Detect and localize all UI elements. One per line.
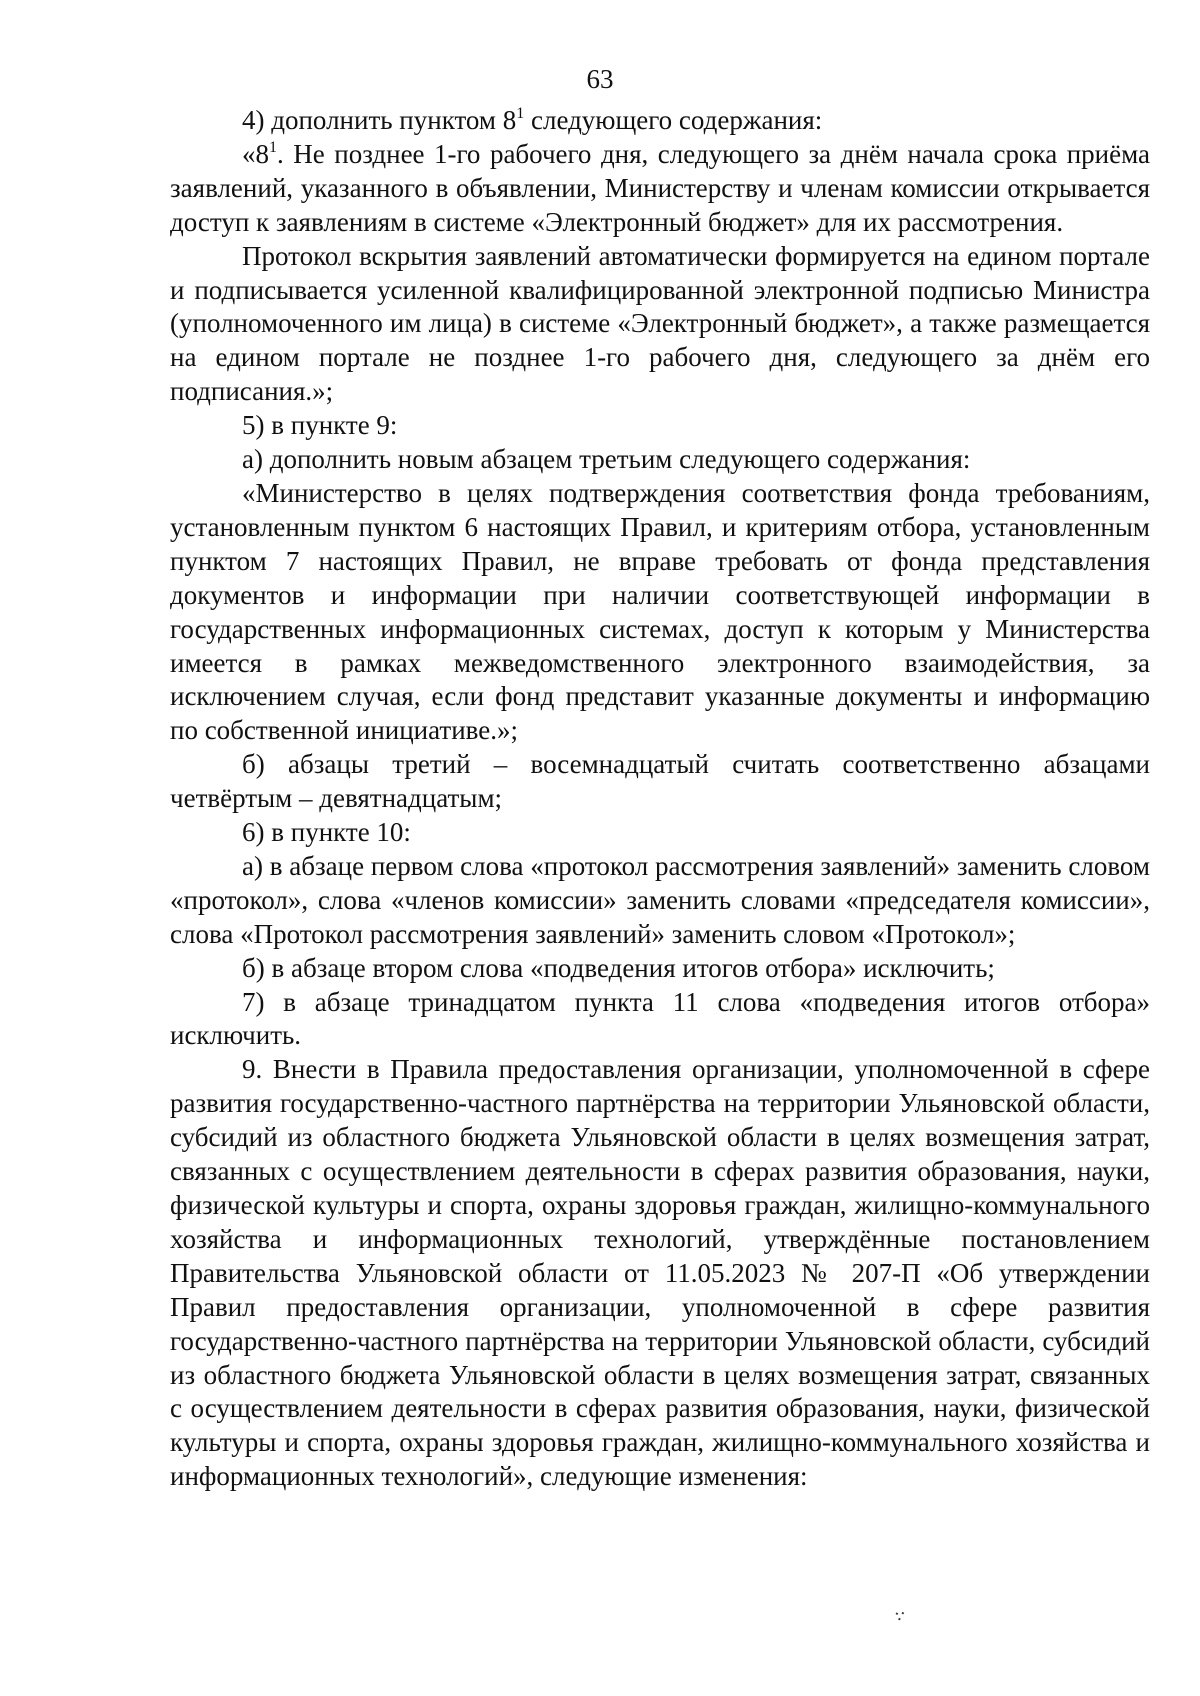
superscript-index: 1 [516, 105, 525, 122]
paragraph-item-5a: а) дополнить новым абзацем третьим следующего содержания: [242, 444, 971, 475]
paragraph-item-4: 4) дополнить пунктом $8^1$ следующего содержания: [242, 105, 823, 135]
paragraph-item-6b: б) в абзаце втором слова «подведения итогов отбора» исключить; [242, 952, 995, 983]
page-number: 63 [586, 64, 614, 94]
paragraph-item-6: 6) в пункте 10: [242, 817, 411, 848]
ministry-quote-paragraph: «Министерство в целях подтверждения соответствия фонда требованиям, установленным пунктом 6 настоящих Правил, и критериям отбора, установленным пунктом 7 настоящих Правил, не вправе требовать от фонда представления документов и информации при наличии соответствующей информации в государственных информационных системах, доступ к которым у Министерства имеется в рамках межведомственного электронного взаимодействия, за исключением случая, если фонд представит указанные документы и информацию по собственной инициативе.»; [170, 477, 1150, 746]
document-body [170, 104, 1150, 1494]
superscript-index: 1 [269, 138, 277, 156]
paragraph-item-5b: б) абзацы третий – восемнадцатый считать соответственно абзацами четвёртым – девятнадцатым; [170, 749, 1150, 814]
quoted-item-8-1: «$8^1$. Не позднее 1-го рабочего дня, следующего за днём начала срока приёма заявлений, указанного в объявлении, Министерству и членам комиссии открывается доступ к заявлениям в системе «Электронный бюджет» для их рассмотрения. [170, 138, 1150, 237]
paragraph-item-6a: а) в абзаце первом слова «протокол рассмотрения заявлений» заменить словом «протокол», слова «членов комиссии» заменить словами «председателя комиссии», слова «Протокол рассмотрения заявлений» заменить словом «Протокол»; [170, 850, 1150, 949]
scan-mark-icon: ⁖ [887, 1603, 909, 1629]
paragraph-item-7: 7) в абзаце тринадцатом пункта 11 слова «подведения итогов отбора» исключить. [170, 986, 1150, 1051]
paragraph-item-5: 5) в пункте 9: [242, 410, 398, 441]
paragraph-item-9: 9. Внести в Правила предоставления организации, уполномоченной в сфере развития государственно-частного партнёрства на территории Ульяновской области, субсидий из областного бюджета Ульяновской области в целях возмещения затрат, связанных с осуществлением деятельности в сферах развития образования, науки, физической культуры и спорта, охраны здоровья граждан, жилищно-коммунального хозяйства и информационных технологий, утверждённые постановлением Правительства Ульяновской области от 11.05.2023 № 207-П «Об утверждении Правил предоставления организации, уполномоченной в сфере развития государственно-частного партнёрства на территории Ульяновской области, субсидий из областного бюджета Ульяновской области в целях возмещения затрат, связанных с осуществлением деятельности в сферах развития образования, науки, физической культуры и спорта, охраны здоровья граждан, жилищно-коммунального хозяйства и информационных технологий», следующие изменения: [170, 1054, 1150, 1492]
protocol-paragraph: Протокол вскрытия заявлений автоматически формируется на едином портале и подписывается усиленной квалифицированной электронной подписью Министра (уполномоченного им лица) в системе «Электронный бюджет», а также размещается на едином портале не позднее 1-го рабочего дня, следующего за днём его подписания.»; [170, 240, 1150, 407]
